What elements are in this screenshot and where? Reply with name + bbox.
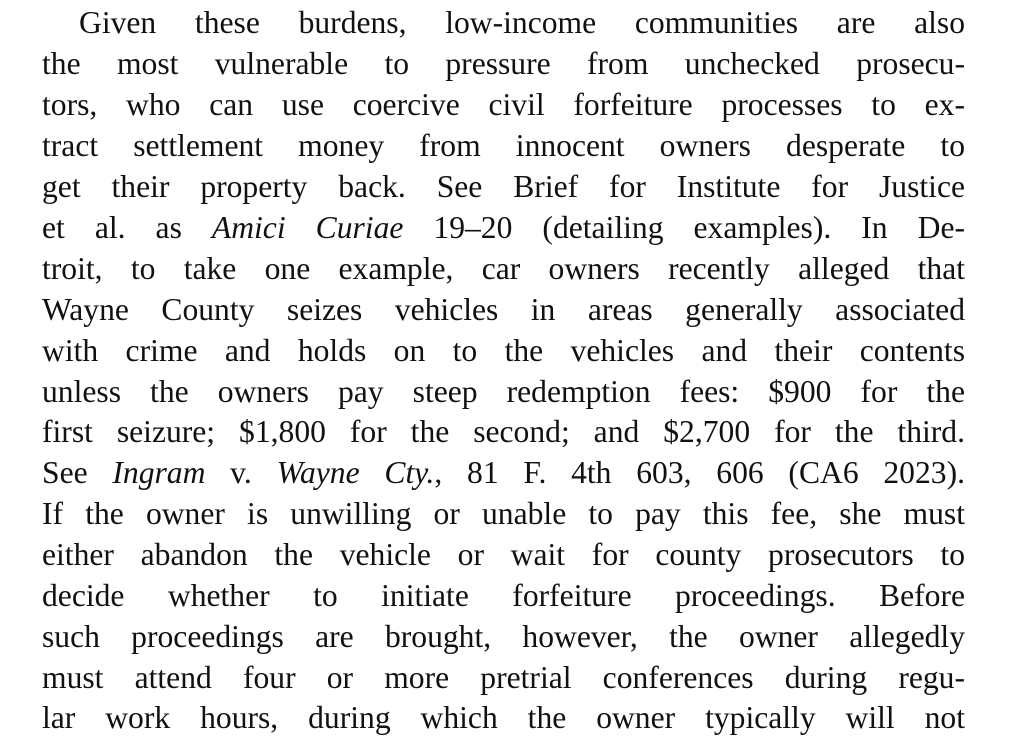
text-line xyxy=(42,248,965,290)
text-line xyxy=(42,534,965,576)
text-segment: either abandon the vehicle or wait for county prosecutors to xyxy=(42,537,965,572)
text-line xyxy=(42,84,965,126)
text-line xyxy=(42,616,965,658)
text-segment: with crime and holds on to the vehicles and their contents xyxy=(42,333,965,368)
text-segment: Wayne County seizes vehicles in areas generally associated xyxy=(42,292,965,327)
text-segment: If the owner is unwilling or unable to pay this fee, she must xyxy=(42,496,965,531)
text-segment: lar work hours, during which the owner typically will not xyxy=(42,700,965,735)
text-line xyxy=(42,493,965,535)
text-line xyxy=(42,575,965,617)
text-line xyxy=(42,697,965,739)
text-line xyxy=(42,330,965,372)
text-line xyxy=(42,207,965,249)
text-segment: unless the owners pay steep redemption fees: $900 for the xyxy=(42,374,965,409)
text-line xyxy=(42,657,965,699)
italic-citation-text: Ingram xyxy=(112,455,206,490)
text-line xyxy=(42,125,965,167)
text-segment: tract settlement money from innocent owners desperate to xyxy=(42,128,965,163)
text-segment: See xyxy=(42,455,113,490)
text-segment: tors, who can use coercive civil forfeiture processes to ex- xyxy=(42,87,965,122)
text-segment: troit, to take one example, car owners recently alleged that xyxy=(42,251,965,286)
text-segment: such proceedings are brought, however, the owner allegedly xyxy=(42,619,965,654)
text-segment: et al. as xyxy=(42,210,212,245)
text-segment: Given these burdens, low-income communities are also xyxy=(79,5,965,40)
text-segment: must attend four or more pretrial conferences during regu- xyxy=(42,660,965,695)
italic-citation-text: Amici Curiae xyxy=(211,210,404,245)
text-line xyxy=(42,371,965,413)
text-line xyxy=(42,166,965,208)
text-line xyxy=(42,411,965,453)
text-line xyxy=(42,43,965,85)
text-segment: v. xyxy=(205,455,277,490)
italic-citation-text: Wayne Cty. xyxy=(276,455,435,490)
text-segment: 19–20 (detailing examples). In De- xyxy=(403,210,965,245)
text-segment: , 81 F. 4th 603, 606 (CA6 2023). xyxy=(434,455,965,490)
text-segment: decide whether to initiate forfeiture proceedings. Before xyxy=(42,578,965,613)
text-segment: get their property back. See Brief for Institute for Justice xyxy=(42,169,965,204)
text-segment: the most vulnerable to pressure from unchecked prosecu- xyxy=(42,46,965,81)
text-line xyxy=(79,2,965,44)
text-line xyxy=(42,452,965,494)
text-line xyxy=(42,289,965,331)
text-segment: first seizure; $1,800 for the second; and $2,700 for the third. xyxy=(42,414,965,449)
